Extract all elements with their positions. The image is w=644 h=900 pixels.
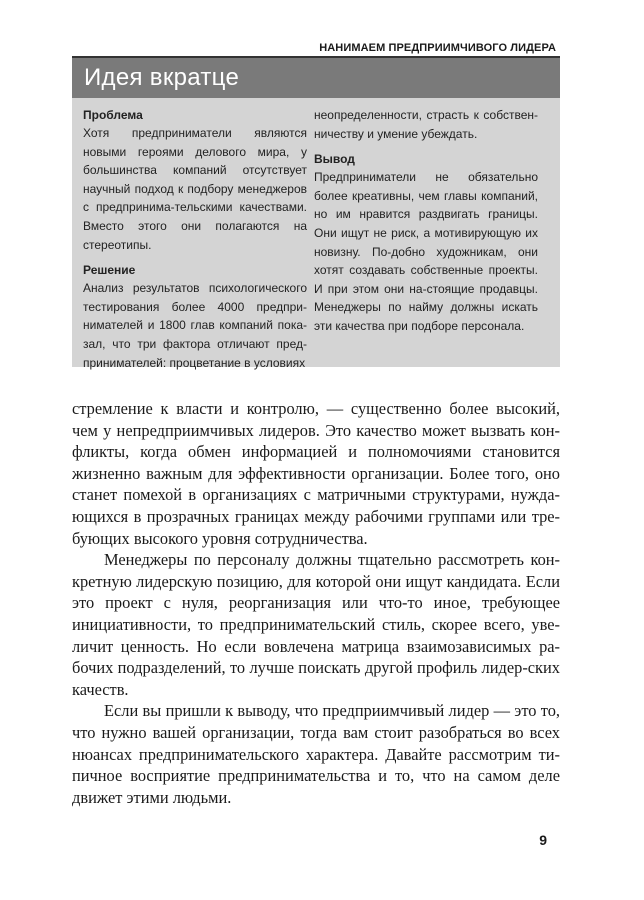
solution-text: Анализ результатов психологического тестирования более 4000 предпри-нимателей и 1800 глав компаний пока-зал, что три фактора отличают пред-принимателей: процветание в условиях (83, 281, 307, 370)
conclusion-text: Предприниматели не обязательно более креативны, чем главы компаний, но им нравится раздвигать границы. Они ищут не риск, а мотивирующую их новизну. По-добно художникам, они хотят создавать собственные проекты. И при этом они на-стоящие продавцы. Менеджеры по найму должны искать эти качества при подборе персонала. (314, 170, 538, 333)
body-paragraph-1: стремление к власти и контролю, — существенно более высокий, чем у непредприимчивых лидеров. Это качество может вызвать кон-фликты, когда обмен информацией и полномочиями становится жизненно важным для эффективности организации. Более того, оно станет помехой в организациях с матричными структурами, нужда-ющихся в прозрачных границах между рабочими группами или тре-бующих высокого уровня сотрудничества. (72, 399, 560, 548)
page-number: 9 (539, 832, 547, 848)
solution-continuation-text: неопределенности, страсть к собствен-ничеству и умение убеждать. (314, 108, 538, 141)
conclusion-heading: Вывод (314, 152, 355, 167)
body-paragraph-3: Если вы пришли к выводу, что предприимчивый лидер — это то, что нужно вашей организации, тогда вам стоит разобраться во всех нюансах предпринимательского характера. Давайте рассмотрим ти-пичное восприятие предпринимательства и то, что на самом деле движет этими людьми. (72, 701, 560, 807)
summary-left-column (83, 106, 307, 372)
solution-heading: Решение (83, 263, 136, 278)
body-text (72, 398, 560, 808)
summary-box-title: Идея вкратце (72, 58, 560, 98)
body-paragraph-2: Менеджеры по персоналу должны тщательно рассмотреть кон-кретную лидерскую позицию, для которой они ищут кандидата. Если это проект с нуля, реорганизация или что-то иное, требующее инициативности, то предпринимательский стиль, скорее всего, уве-личит ценность. Но если вовлечена матрица взаимозависимых ра-бочих подразделений, то лучше поискать другой профиль лидер-ских качеств. (72, 550, 560, 699)
summary-right-column (314, 106, 538, 336)
running-header: НАНИМАЕМ ПРЕДПРИИМЧИВОГО ЛИДЕРА (319, 42, 556, 54)
problem-text: Хотя предприниматели являются новыми героями делового мира, у большинства компаний отсутствует научный подход к подбору менеджеров с предпринима-тельскими качествами. Вместо этого они полагаются на стереотипы. (83, 126, 307, 252)
summary-box (72, 58, 560, 370)
problem-heading: Проблема (83, 108, 143, 122)
